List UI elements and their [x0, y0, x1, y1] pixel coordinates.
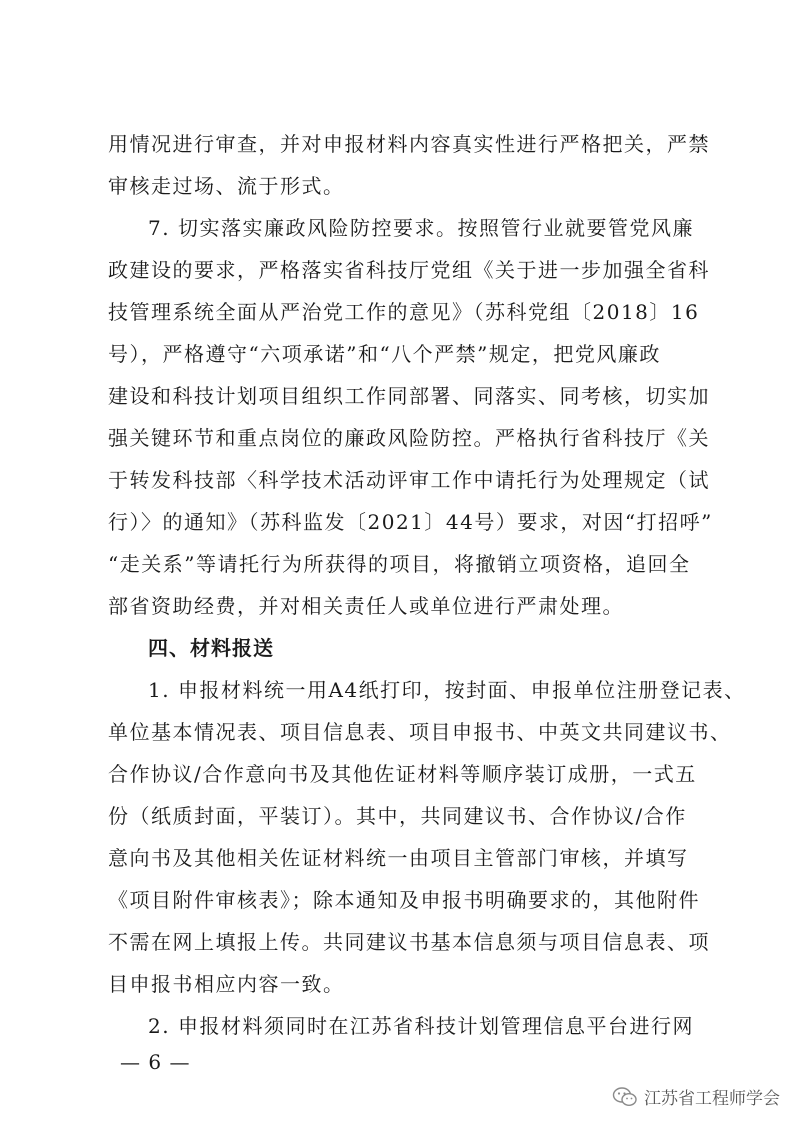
page-number: — 6 —: [120, 1050, 191, 1074]
text-line: 审核走过场、流于形式。: [108, 174, 345, 198]
text-line: 于转发科技部〈科学技术活动评审工作中请托行为处理规定（试: [108, 468, 710, 492]
text-line: 份（纸质封面，平装订）。其中，共同建议书、合作协议/合作: [108, 804, 687, 828]
text-line: 强关键环节和重点岗位的廉政风险防控。严格执行省科技厅《关: [108, 426, 710, 450]
text-line: 合作协议/合作意向书及其他佐证材料等顺序装订成册，一式五: [108, 762, 697, 786]
text-line: 2. 申报材料须同时在江苏省科技计划管理信息平台进行网: [148, 1014, 694, 1038]
text-line: 意向书及其他相关佐证材料统一由项目主管部门审核，并填写: [108, 846, 689, 870]
wechat-watermark: [612, 1084, 780, 1109]
text-line: 行）〉的通知》（苏科监发〔2021〕44号）要求，对因“打招呼”: [108, 510, 713, 534]
text-line: 技管理系统全面从严治党工作的意见》（苏科党组〔2018〕16: [108, 300, 700, 324]
text-line: 《项目附件审核表》；除本通知及申报书明确要求的，其他附件: [108, 888, 700, 912]
text-line: 目申报书相应内容一致。: [108, 972, 345, 996]
text-line: “走关系”等请托行为所获得的项目，将撤销立项资格，追回全: [108, 552, 691, 576]
watermark-text: 江苏省工程师学会: [644, 1089, 780, 1109]
wechat-icon: [612, 1086, 638, 1108]
text-line: 7. 切实落实廉政风险防控要求。按照管行业就要管党风廉: [148, 216, 694, 240]
text-line: 号），严格遵守“六项承诺”和“八个严禁”规定，把党风廉政: [108, 342, 661, 366]
text-line: 1. 申报材料统一用A4纸打印，按封面、申报单位注册登记表、: [148, 678, 746, 702]
text-line: 单位基本情况表、项目信息表、项目申报书、中英文共同建议书、: [108, 720, 732, 744]
text-line: 部省资助经费，并对相关责任人或单位进行严肃处理。: [108, 594, 624, 618]
section-heading: 四、材料报送: [148, 636, 274, 660]
text-line: 政建设的要求，严格落实省科技厅党组《关于进一步加强全省科: [108, 258, 710, 282]
text-line: 建设和科技计划项目组织工作同部署、同落实、同考核，切实加: [108, 384, 710, 408]
text-line: 用情况进行审查，并对申报材料内容真实性进行严格把关，严禁: [108, 132, 710, 156]
text-line: 不需在网上填报上传。共同建议书基本信息须与项目信息表、项: [108, 930, 710, 954]
